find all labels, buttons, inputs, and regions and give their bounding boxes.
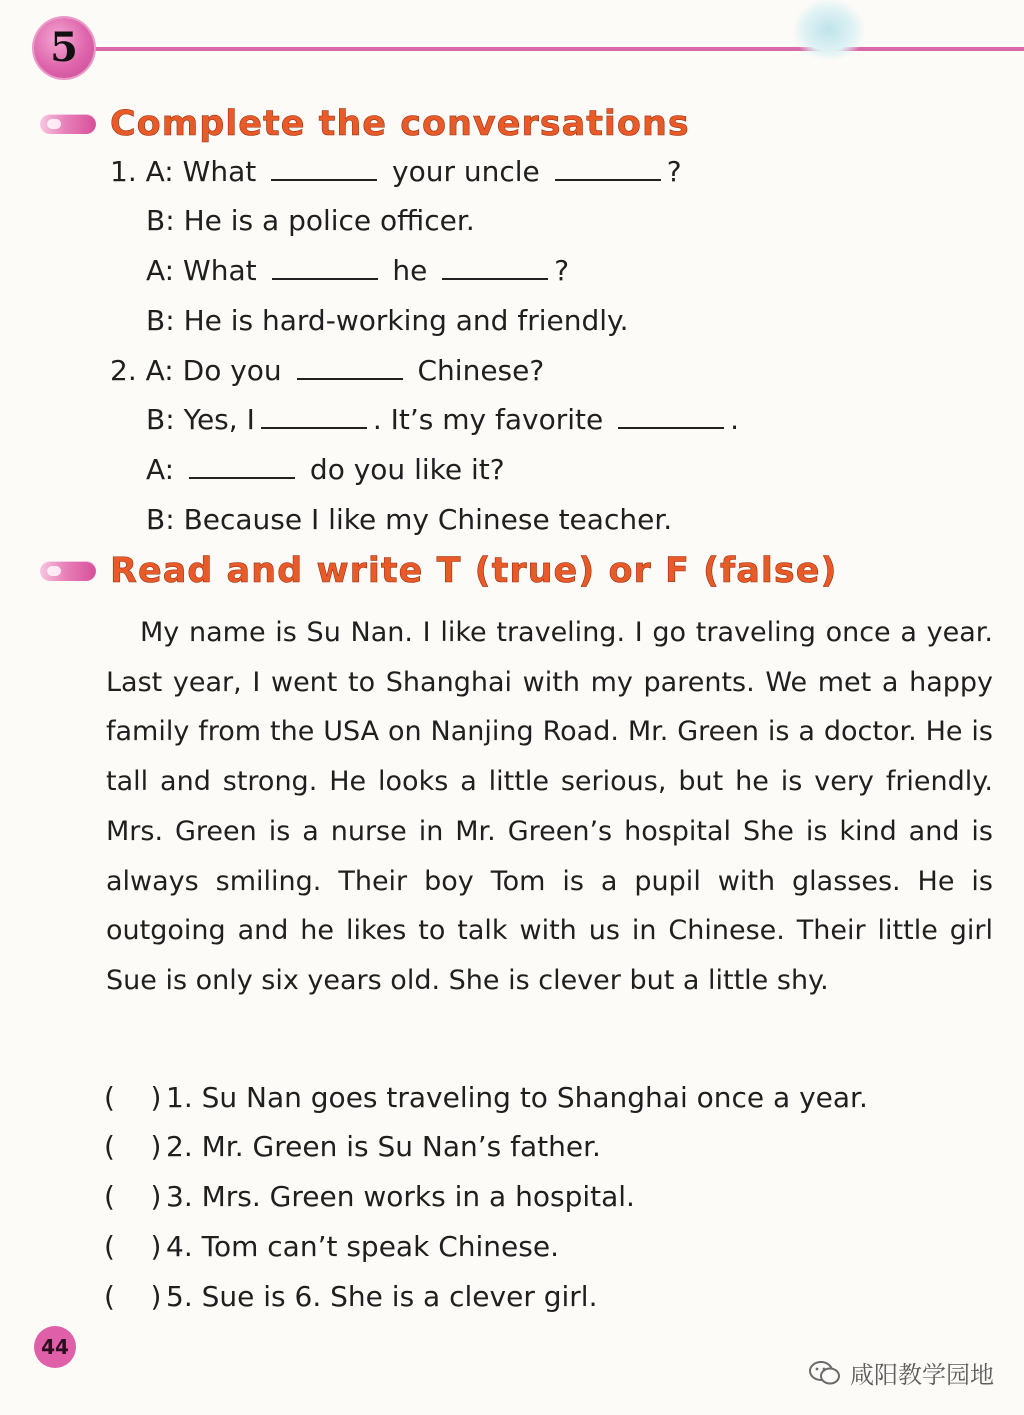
watermark xyxy=(808,1355,994,1390)
text: What xyxy=(182,155,257,188)
blank-field[interactable] xyxy=(555,155,661,181)
dialogue-line xyxy=(146,204,475,238)
dialogue-line xyxy=(146,453,505,487)
speaker: A: xyxy=(145,155,174,188)
text: He is hard-working and friendly. xyxy=(183,304,629,337)
speaker: B: xyxy=(146,304,175,337)
speaker: A: xyxy=(146,453,175,486)
text: What xyxy=(183,254,257,287)
statement-text: 2. Mr. Green is Su Nan’s father. xyxy=(166,1130,601,1163)
blank-field[interactable] xyxy=(271,155,377,181)
unit-number-badge xyxy=(34,18,94,78)
page-number: 44 xyxy=(41,1335,69,1359)
blank-field[interactable] xyxy=(442,254,548,280)
statement-text: 4. Tom can’t speak Chinese. xyxy=(166,1230,559,1263)
unit-number: 5 xyxy=(50,24,78,71)
true-false-item xyxy=(104,1280,597,1314)
speaker: B: xyxy=(146,403,175,436)
text: Yes, I xyxy=(183,403,255,436)
statement-text: 1. Su Nan goes traveling to Shanghai once a year. xyxy=(166,1081,868,1114)
section-title: Read and write T (true) or F (false) xyxy=(110,551,838,591)
answer-bracket[interactable]: ( ) xyxy=(104,1230,162,1263)
dialogue-line xyxy=(146,403,739,437)
pill-bullet-icon xyxy=(40,114,96,134)
reading-passage: My name is Su Nan. I like traveling. I go traveling once a year. Last year, I went to Shanghai with my parents. We met a happy family from the USA on Nanjing Road. Mr. Green is a doctor. He is tall and strong. He looks a little serious, but he is very friendly. Mrs. Green is a nurse in Mr. Green’s hospital She is kind and is always smiling. Their boy Tom is a pupil with glasses. He is outgoing and he likes to talk with us in Chinese. Their little girl Sue is only six years old. She is clever but a little shy. xyxy=(106,617,993,996)
blank-field[interactable] xyxy=(272,254,378,280)
speaker: B: xyxy=(146,503,175,536)
corner-decoration xyxy=(794,0,864,60)
dialogue-line xyxy=(146,304,629,338)
true-false-item xyxy=(104,1130,601,1164)
statement-text: 5. Sue is 6. She is a clever girl. xyxy=(166,1280,598,1313)
dialogue-line xyxy=(146,254,569,288)
text: he xyxy=(392,254,428,287)
pill-bullet-icon xyxy=(40,561,96,581)
question-number: 1. xyxy=(110,155,137,188)
dialogue-line xyxy=(146,503,672,537)
dialogue-line xyxy=(110,155,682,189)
speaker: B: xyxy=(146,204,175,237)
dialogue-line xyxy=(110,354,544,388)
statement-text: 3. Mrs. Green works in a hospital. xyxy=(166,1180,635,1213)
top-rule xyxy=(70,47,1024,51)
text: He is a police officer. xyxy=(183,204,475,237)
section-title: Complete the conversations xyxy=(110,104,690,144)
speaker: A: xyxy=(146,254,175,287)
answer-bracket[interactable]: ( ) xyxy=(104,1180,162,1213)
text: Do you xyxy=(182,354,282,387)
wechat-icon xyxy=(808,1359,842,1387)
text: . It’s my favorite xyxy=(372,403,604,436)
watermark-text: 咸阳教学园地 xyxy=(850,1361,994,1389)
speaker: A: xyxy=(145,354,174,387)
blank-field[interactable] xyxy=(618,403,724,429)
section-complete-conversations-header xyxy=(40,104,690,144)
answer-bracket[interactable]: ( ) xyxy=(104,1130,162,1163)
question-number: 2. xyxy=(110,354,137,387)
text: your uncle xyxy=(392,155,540,188)
blank-field[interactable] xyxy=(261,403,367,429)
section-true-false-header xyxy=(40,551,837,591)
answer-bracket[interactable]: ( ) xyxy=(104,1280,162,1313)
text: ? xyxy=(554,254,570,287)
text: Chinese? xyxy=(417,354,545,387)
text: Because I like my Chinese teacher. xyxy=(183,503,673,536)
answer-bracket[interactable]: ( ) xyxy=(104,1081,162,1114)
true-false-item xyxy=(104,1230,559,1264)
page-number-badge xyxy=(34,1326,76,1368)
text: . xyxy=(730,403,740,436)
true-false-item xyxy=(104,1180,635,1214)
blank-field[interactable] xyxy=(189,453,295,479)
text: ? xyxy=(666,155,682,188)
blank-field[interactable] xyxy=(297,354,403,380)
true-false-item xyxy=(104,1081,868,1115)
text: do you like it? xyxy=(309,453,505,486)
